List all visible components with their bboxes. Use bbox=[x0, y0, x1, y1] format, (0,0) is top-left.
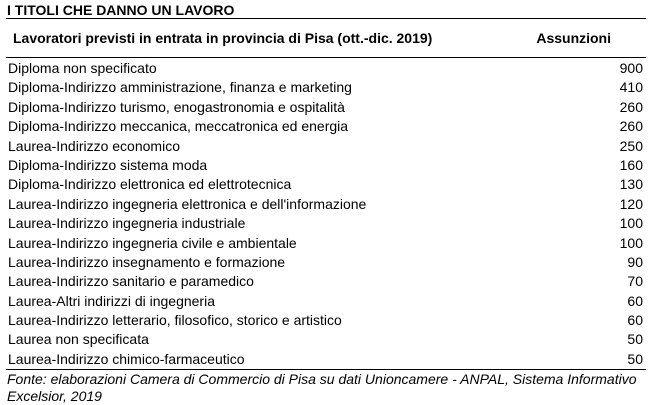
table-body bbox=[6, 58, 646, 370]
table-row bbox=[6, 272, 646, 291]
row-value: 50 bbox=[627, 350, 643, 367]
row-value: 130 bbox=[619, 176, 643, 193]
table-header bbox=[6, 19, 646, 58]
table-row bbox=[6, 214, 646, 233]
row-value: 120 bbox=[619, 195, 643, 212]
row-value: 60 bbox=[627, 292, 643, 309]
row-label: Laurea-Indirizzo chimico-farmaceutico bbox=[8, 350, 245, 367]
row-label: Laurea-Indirizzo sanitario e paramedico bbox=[8, 273, 254, 290]
table-row bbox=[6, 195, 646, 214]
table-row bbox=[6, 330, 646, 349]
row-label: Diploma-Indirizzo turismo, enogastronomia e ospitalità bbox=[8, 98, 345, 115]
table-row bbox=[6, 292, 646, 311]
table-row bbox=[6, 78, 646, 97]
table-row bbox=[6, 117, 646, 136]
table-row bbox=[6, 156, 646, 175]
row-value: 260 bbox=[619, 98, 643, 115]
row-value: 100 bbox=[619, 234, 643, 251]
row-label: Laurea-Indirizzo letterario, filosofico, storico e artistico bbox=[8, 312, 342, 329]
row-value: 100 bbox=[619, 215, 643, 232]
document bbox=[6, 0, 646, 405]
row-label: Laurea-Indirizzo insegnamento e formazione bbox=[8, 253, 286, 270]
table-row bbox=[6, 253, 646, 272]
row-value: 410 bbox=[619, 79, 643, 96]
row-value: 900 bbox=[619, 60, 643, 76]
row-value: 160 bbox=[619, 156, 643, 173]
row-value: 90 bbox=[627, 253, 643, 270]
row-label: Laurea non specificata bbox=[8, 331, 149, 348]
table-title: I TITOLI CHE DANNO UN LAVORO bbox=[6, 0, 646, 19]
table-row bbox=[6, 98, 646, 117]
row-label: Laurea-Indirizzo ingegneria industriale bbox=[8, 215, 246, 232]
table-row bbox=[6, 175, 646, 194]
table-row bbox=[6, 311, 646, 330]
table-row bbox=[6, 234, 646, 253]
table-row bbox=[6, 350, 646, 369]
row-label: Diploma non specificato bbox=[8, 60, 157, 76]
row-label: Laurea-Indirizzo economico bbox=[8, 137, 180, 154]
row-value: 260 bbox=[619, 118, 643, 135]
row-label: Diploma-Indirizzo meccanica, meccatronica ed energia bbox=[8, 118, 349, 135]
table-row bbox=[6, 137, 646, 156]
row-value: 60 bbox=[627, 312, 643, 329]
row-label: Diploma-Indirizzo amministrazione, finanza e marketing bbox=[8, 79, 352, 96]
row-value: 50 bbox=[627, 331, 643, 348]
row-label: Laurea-Indirizzo ingegneria civile e ambientale bbox=[8, 234, 297, 251]
header-label: Lavoratori previsti in entrata in provincia di Pisa (ott.-dic. 2019) bbox=[13, 30, 433, 46]
row-value: 250 bbox=[619, 137, 643, 154]
row-label: Diploma-Indirizzo sistema moda bbox=[8, 156, 208, 173]
row-label: Diploma-Indirizzo elettronica ed elettrotecnica bbox=[8, 176, 292, 193]
row-label: Laurea-Altri indirizzi di ingegneria bbox=[8, 292, 215, 309]
row-value: 70 bbox=[627, 273, 643, 290]
source-note: Fonte: elaborazioni Camera di Commercio di Pisa su dati Unioncamere - ANPAL, Sistema Informativo Excelsior, 2019 bbox=[7, 371, 637, 405]
header-value-label: Assunzioni bbox=[536, 30, 611, 46]
row-label: Laurea-Indirizzo ingegneria elettronica e dell'informazione bbox=[8, 195, 367, 212]
table-row bbox=[6, 59, 646, 78]
